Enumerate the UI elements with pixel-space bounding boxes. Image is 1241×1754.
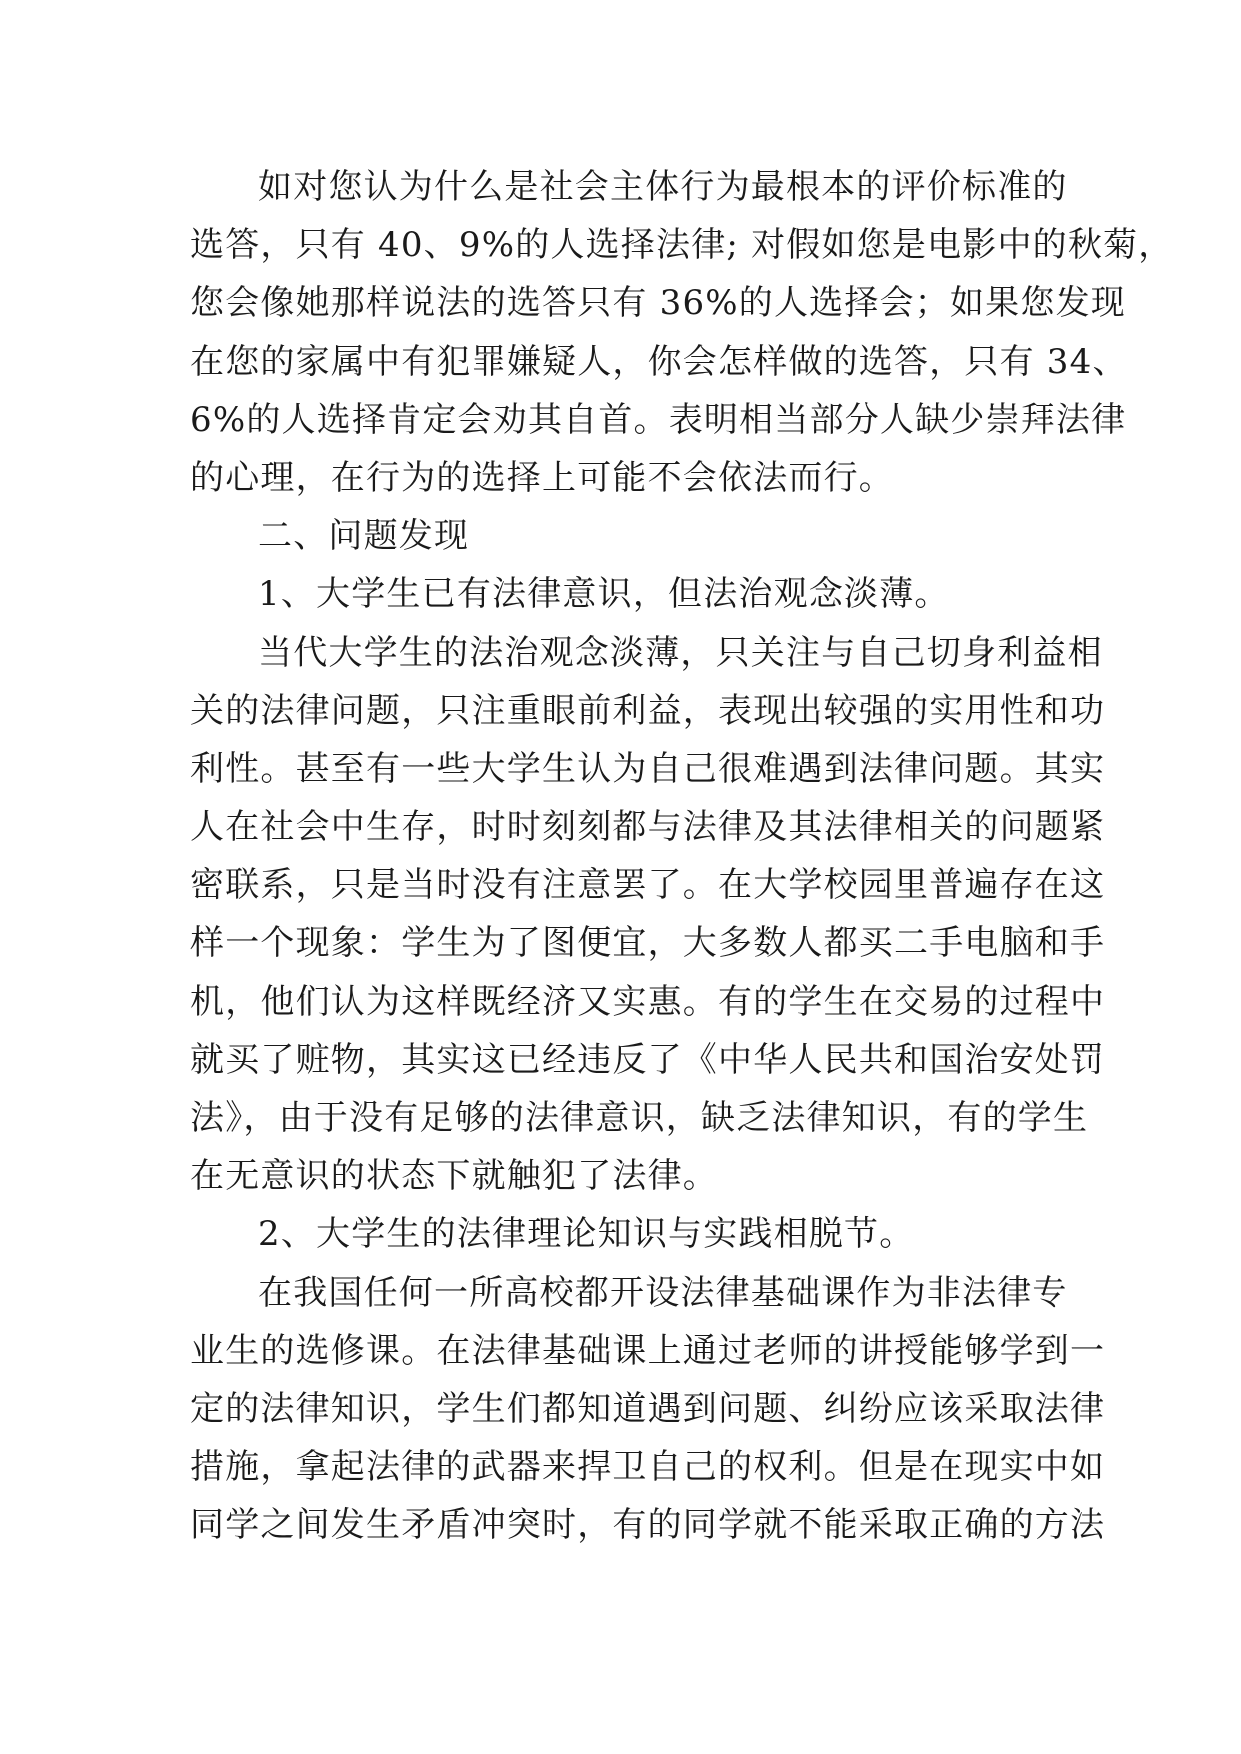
text-line: 关的法律问题，只注重眼前利益，表现出较强的实用性和功 bbox=[190, 690, 1106, 731]
text-line: 选答，只有 40、9%的人选择法律; 对假如您是电影中的秋菊， bbox=[190, 225, 1174, 266]
text-line: 的心理，在行为的选择上可能不会依法而行。 bbox=[190, 457, 894, 498]
text-line: 在无意识的状态下就触犯了法律。 bbox=[190, 1156, 718, 1197]
text-line: 样一个现象：学生为了图便宜，大多数人都买二手电脑和手 bbox=[190, 923, 1106, 964]
text-line: 就买了赃物，其实这已经违反了《中华人民共和国治安处罚 bbox=[190, 1039, 1106, 1080]
text-line: 法》，由于没有足够的法律意识，缺乏法律知识，有的学生 bbox=[190, 1098, 1089, 1138]
text-line: 1、大学生已有法律意识，但法治观念淡薄。 bbox=[258, 574, 950, 615]
text-line: 在您的家属中有犯罪嫌疑人，你会怎样做的选答，只有 34、 bbox=[190, 341, 1128, 382]
text-line: 如对您认为什么是社会主体行为最根本的评价标准的 bbox=[258, 167, 1068, 207]
text-line: 6%的人选择肯定会劝其自首。表明相当部分人缺少崇拜法律 bbox=[190, 399, 1127, 440]
text-line: 在我国任何一所高校都开设法律基础课作为非法律专 bbox=[258, 1272, 1068, 1313]
text-line: 业生的选修课。在法律基础课上通过老师的讲授能够学到一 bbox=[190, 1330, 1106, 1371]
text-line: 人在社会中生存，时时刻刻都与法律及其法律相关的问题紧 bbox=[190, 807, 1106, 848]
text-line: 措施，拿起法律的武器来捍卫自己的权利。但是在现实中如 bbox=[190, 1447, 1106, 1488]
text-line: 当代大学生的法治观念淡薄，只关注与自己切身利益相 bbox=[258, 632, 1103, 673]
text-line: 密联系，只是当时没有注意罢了。在大学校园里普遍存在这 bbox=[190, 865, 1106, 906]
text-line: 定的法律知识，学生们都知道遇到问题、纠纷应该采取法律 bbox=[190, 1388, 1106, 1429]
body-text bbox=[190, 158, 1174, 1555]
text-line: 利性。甚至有一些大学生认为自己很难遇到法律问题。其实 bbox=[190, 748, 1106, 789]
text-line: 您会像她那样说法的选答只有 36%的人选择会；如果您发现 bbox=[190, 283, 1126, 324]
text-line: 2、大学生的法律理论知识与实践相脱节。 bbox=[258, 1214, 915, 1255]
text-line: 同学之间发生矛盾冲突时，有的同学就不能采取正确的方法 bbox=[190, 1505, 1106, 1546]
text-line: 机，他们认为这样既经济又实惠。有的学生在交易的过程中 bbox=[190, 981, 1106, 1022]
text-line: 二、问题发现 bbox=[258, 516, 470, 557]
